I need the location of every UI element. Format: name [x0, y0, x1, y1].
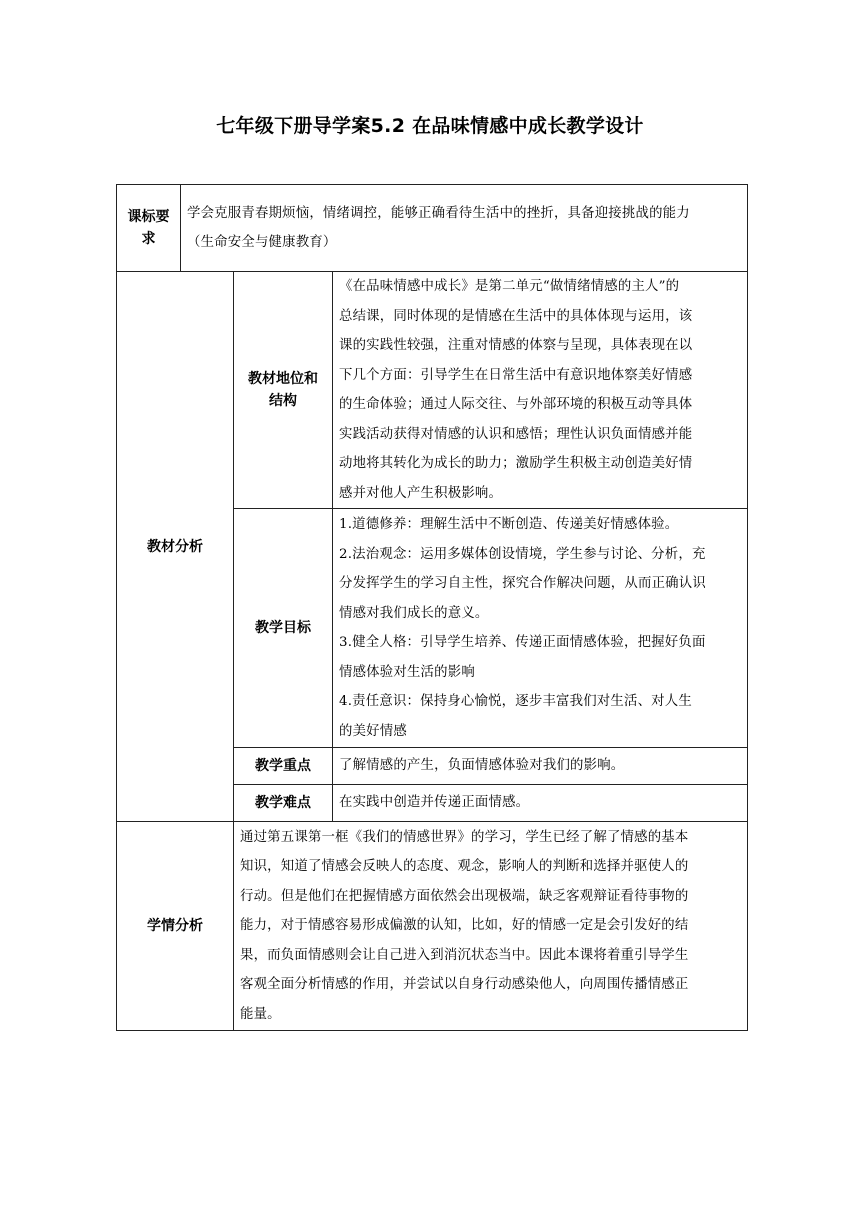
text-line: 1.道德修养：理解生活中不断创造、传递美好情感体验。: [339, 517, 679, 532]
table-row: [117, 272, 748, 509]
text-line: 能力，对于情感容易形成偏激的认知，比如，好的情感一定是会引发好的结: [240, 918, 689, 934]
text-line: 的生命体验；通过人际交往、与外部环境的积极互动等具体: [339, 397, 693, 412]
textbook-analysis-label: 教材分析: [117, 272, 234, 822]
text-line: 客观全面分析情感的作用，并尝试以自身行动感染他人，向周围传播情感正: [240, 977, 689, 993]
structure-content: [333, 272, 748, 509]
text-line: 3.健全人格：引导学生培养、传递正面情感体验，把握好负面: [339, 635, 706, 650]
text-line: 情感对我们成长的意义。: [339, 605, 489, 621]
text-line: 在实践中创造并传递正面情感。: [339, 795, 530, 811]
text-line: 行动。但是他们在把握情感方面依然会出现极端，缺乏客观辩证看待事物的: [240, 888, 689, 904]
text-line: 了解情感的产生，负面情感体验对我们的影响。: [339, 758, 625, 774]
curriculum-standard-row: [117, 185, 748, 272]
text-line: 4.责任意识：保持身心愉悦，逐步丰富我们对生活、对人生: [339, 694, 692, 709]
learner-analysis-content: [234, 822, 748, 1031]
difficulties-content: [333, 785, 748, 822]
text-line: 能量。: [240, 1006, 281, 1022]
text-line: 果，而负面情感则会让自己进入到消沉状态当中。因此本课将着重引导学生: [240, 947, 689, 963]
row-label-objectives: 教学目标: [234, 509, 333, 748]
objectives-content: [333, 509, 748, 748]
text-line: 课的实践性较强，注重对情感的体察与呈现，具体表现在以: [339, 338, 693, 353]
row-label-difficulties: 教学难点: [234, 785, 333, 822]
key-points-content: [333, 748, 748, 785]
text-line: 学会克服青春期烦恼，情绪调控，能够正确看待生活中的挫折，具备迎接挑战的能力: [187, 205, 690, 221]
analysis-table: [116, 271, 748, 1031]
text-line: 通过第五课第一框《我们的情感世界》的学习，学生已经了解了情感的基本: [240, 829, 689, 845]
text-line: 下几个方面：引导学生在日常生活中有意识地体察美好情感: [339, 367, 693, 383]
page-title: 七年级下册导学案5.2 在品味情感中成长教学设计: [216, 115, 644, 137]
text-line: 感并对他人产生积极影响。: [339, 485, 503, 501]
curriculum-standard-content: [181, 185, 748, 272]
text-line: 情感体验对生活的影响: [339, 664, 475, 680]
row-label-key-points: 教学重点: [234, 748, 333, 785]
text-line: 的美好情感: [339, 723, 407, 739]
text-line: 知识，知道了情感会反映人的态度、观念，影响人的判断和选择并驱使人的: [240, 859, 689, 875]
curriculum-standard-table: [116, 184, 748, 272]
row-label-structure: 教材地位和结构: [234, 272, 333, 509]
text-line: 总结课，同时体现的是情感在生活中的具体体现与运用，该: [339, 308, 693, 324]
text-line: 分发挥学生的学习自主性，探究合作解决问题，从而正确认识: [339, 576, 706, 591]
text-line: 动地将其转化为成长的助力；激励学生积极主动创造美好情: [339, 456, 693, 471]
curriculum-standard-label: 课标要求: [117, 185, 181, 272]
text-line: （生命安全与健康教育）: [187, 235, 337, 250]
text-line: 2.法治观念：运用多媒体创设情境，学生参与讨论、分析，充: [339, 546, 706, 562]
text-line: 实践活动获得对情感的认识和感悟；理性认识负面情感并能: [339, 426, 693, 442]
table-row: [117, 822, 748, 1031]
learner-analysis-label: 学情分析: [117, 822, 234, 1031]
text-line: 《在品味情感中成长》是第二单元“做情绪情感的主人”的: [339, 279, 680, 294]
